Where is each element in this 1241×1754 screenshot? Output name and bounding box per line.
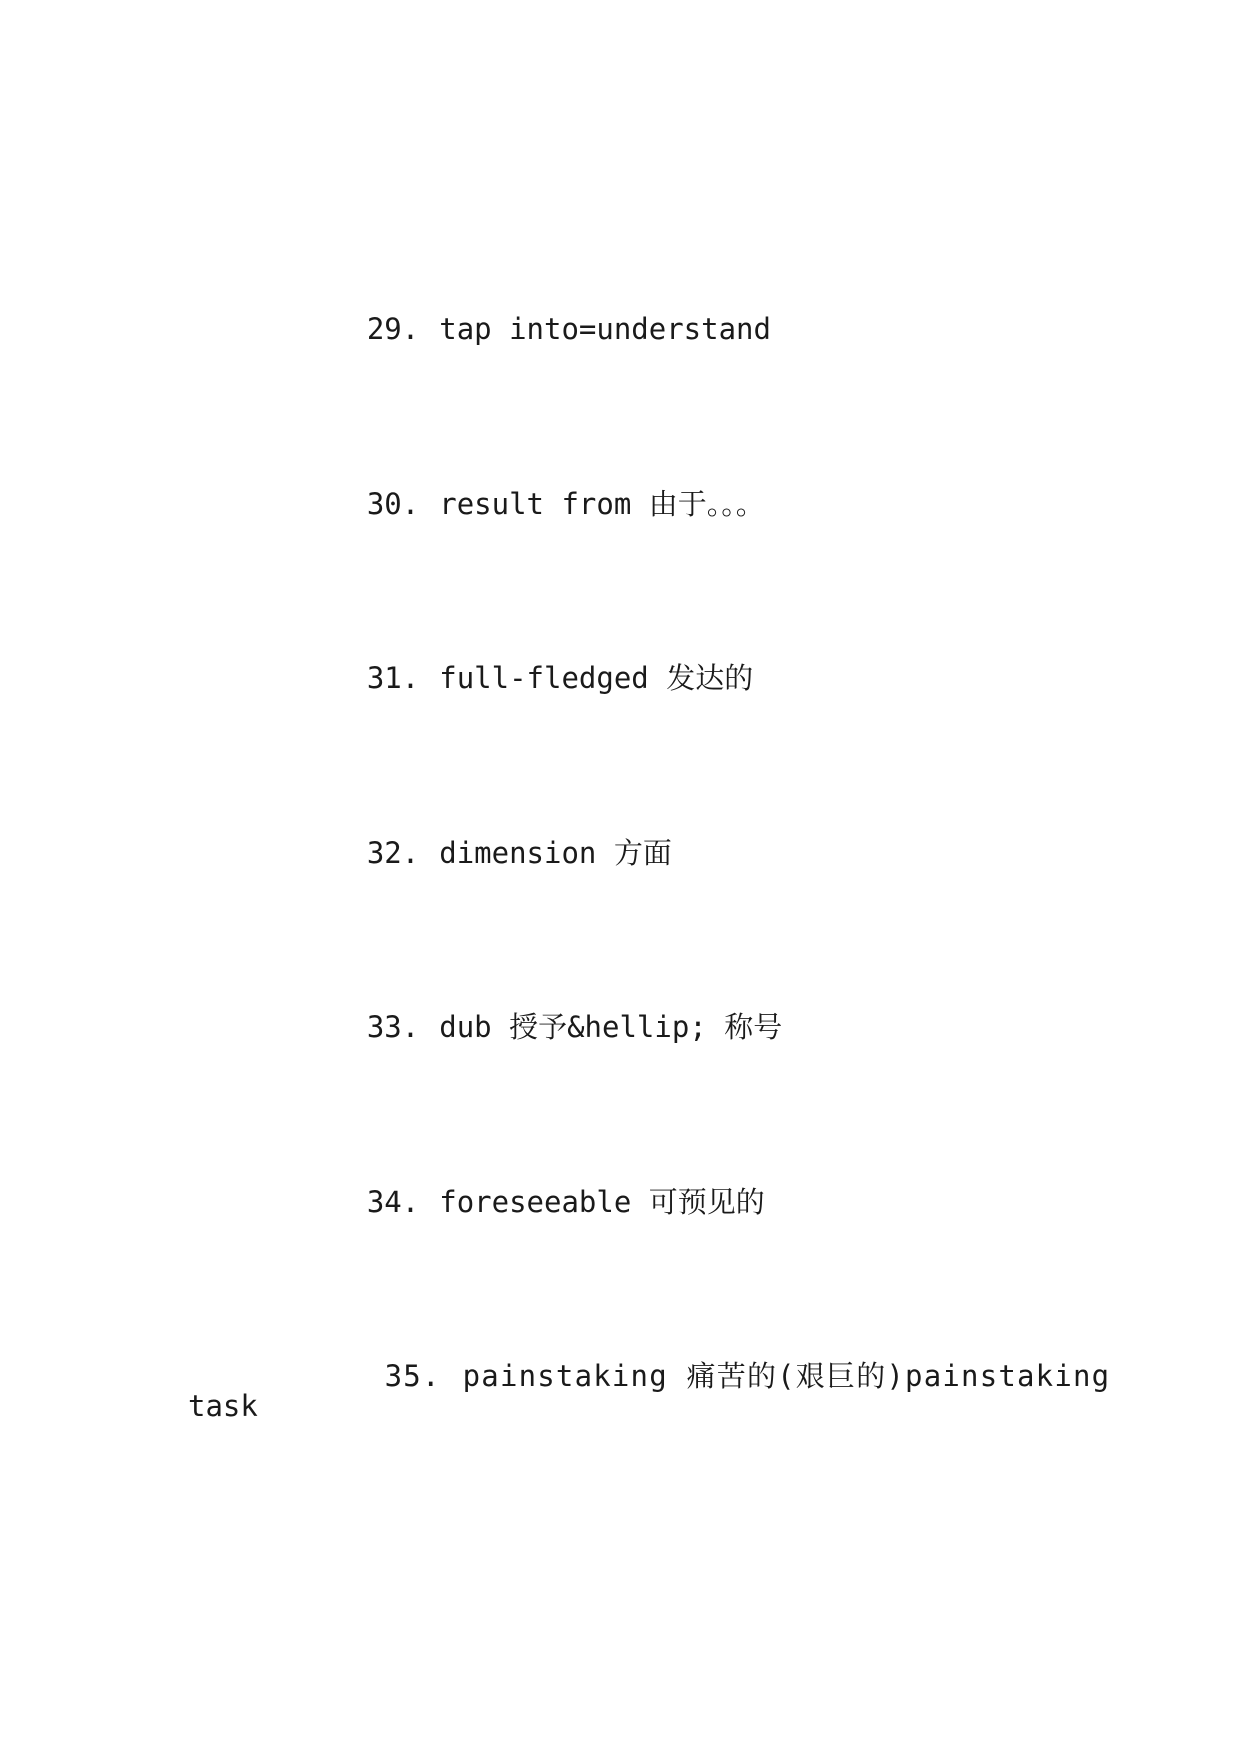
- item-text: result from 由于。。。: [439, 487, 765, 521]
- item-text: foreseeable 可预见的: [439, 1185, 765, 1219]
- item-number: 32.: [366, 836, 420, 870]
- item-number: 34.: [366, 1185, 420, 1219]
- list-item: [297, 810, 672, 897]
- list-item: [297, 1159, 765, 1246]
- item-text: dub 授予&hellip; 称号: [439, 1010, 783, 1044]
- item-text: full-fledged 发达的: [439, 661, 754, 695]
- item-text: painstaking 痛苦的(艰巨的)painstaking: [462, 1359, 1111, 1393]
- list-item: [297, 461, 765, 548]
- item-number: 35.: [384, 1359, 441, 1393]
- item-continuation: task: [188, 1389, 258, 1423]
- item-number: 33.: [366, 1010, 420, 1044]
- list-item: [297, 635, 753, 722]
- item-text: tap into=understand: [439, 312, 771, 346]
- list-item: [310, 1333, 1110, 1420]
- item-number: 29.: [366, 312, 420, 346]
- item-text: dimension 方面: [439, 836, 672, 870]
- item-number: 30.: [366, 487, 420, 521]
- item-number: 31.: [366, 661, 420, 695]
- list-item: [297, 286, 771, 373]
- list-item: [297, 984, 782, 1071]
